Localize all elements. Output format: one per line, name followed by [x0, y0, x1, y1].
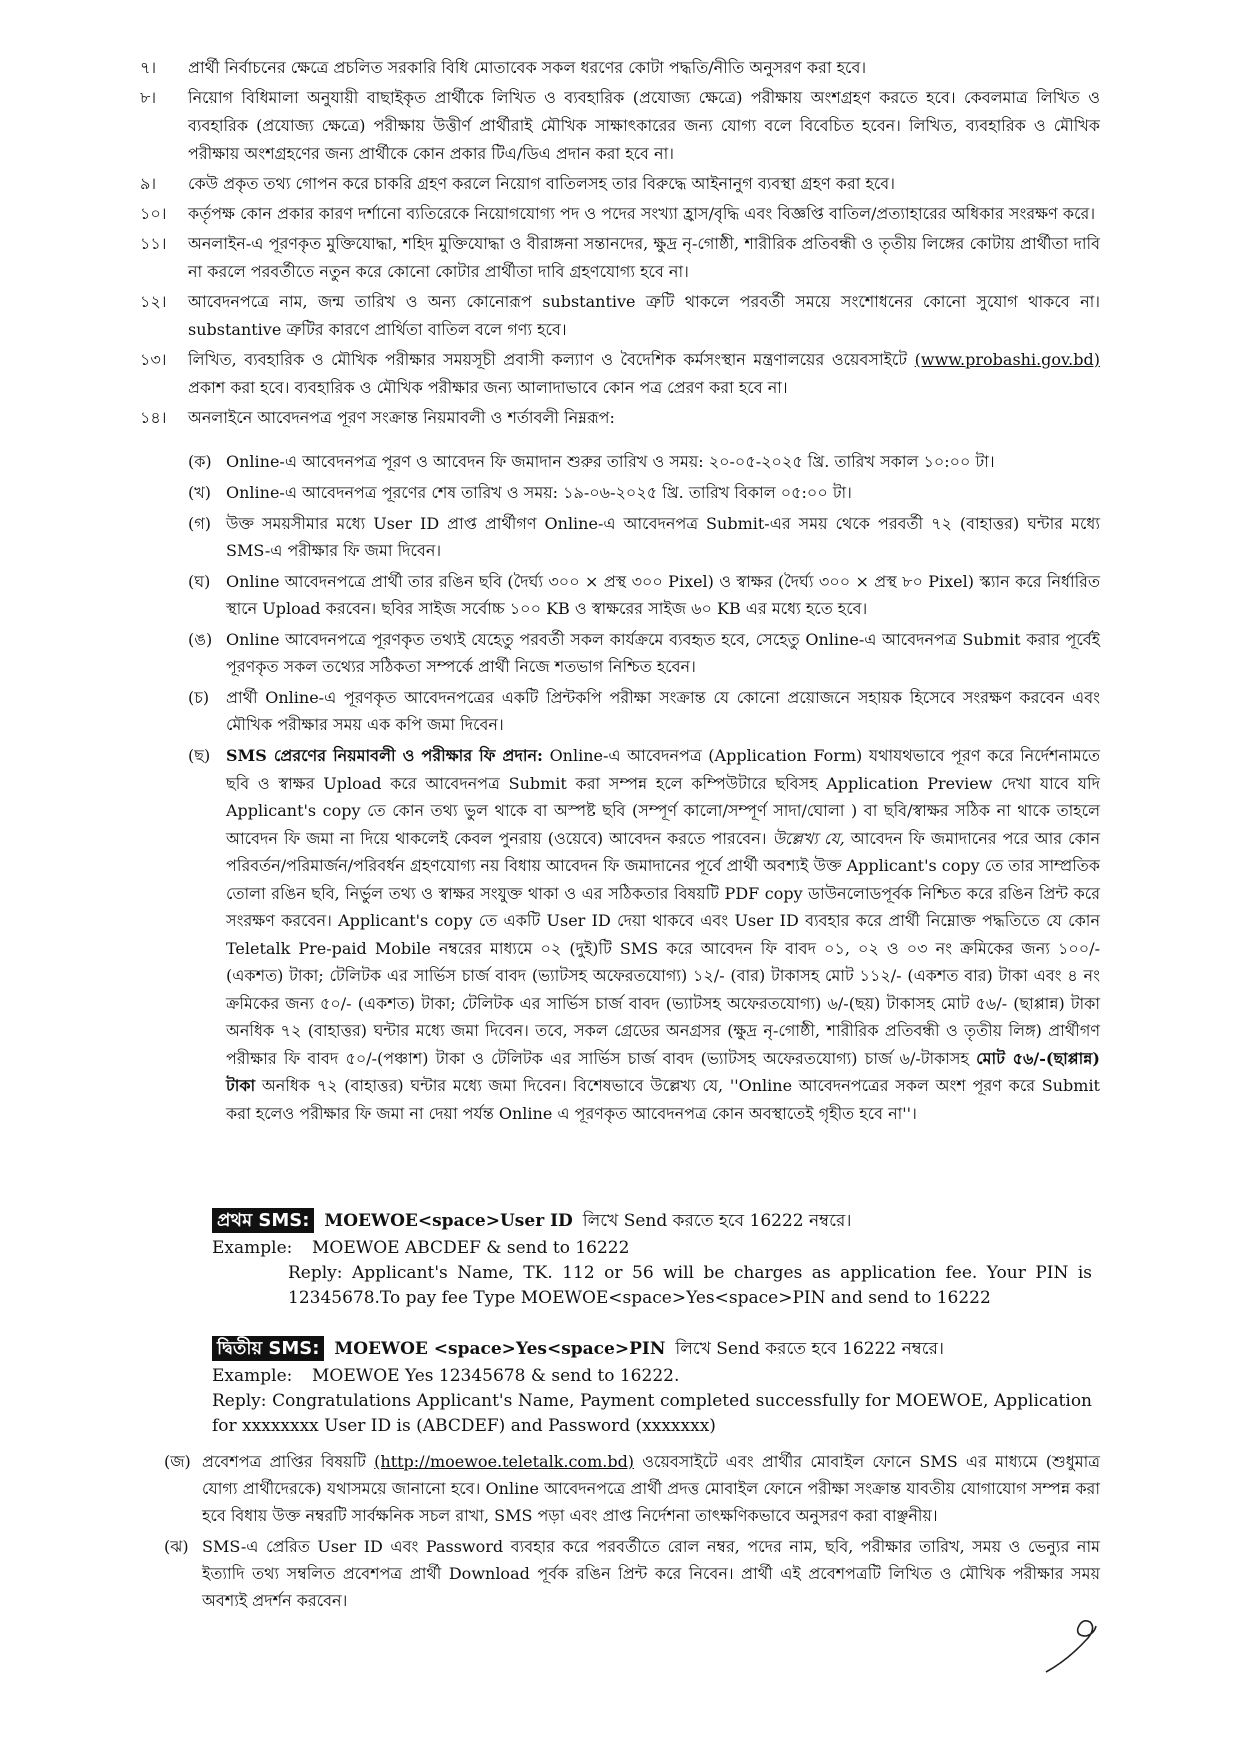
second-sms-header [212, 1336, 1092, 1362]
sub-list-upper [188, 448, 1100, 1131]
first-sms-header [212, 1208, 1092, 1234]
list-item [140, 404, 1100, 432]
list-item [140, 230, 1100, 286]
first-sms-example-row [212, 1236, 1092, 1261]
sub-item-ga [188, 510, 1100, 564]
sub-item-uma [188, 626, 1100, 680]
probashi-link[interactable]: (www.probashi.gov.bd) [914, 350, 1100, 369]
first-sms-block [212, 1208, 1092, 1311]
fee-total-bold: মোট ৫৬/-(ছাপ্পান্ন) টাকা [226, 1048, 1101, 1095]
item-number: ৮। [140, 88, 157, 107]
note-label: উল্লেখ্য যে, [772, 828, 845, 848]
sub-item-text: Online-এ আবেদনপত্র (Application Form) যথাযথভাবে পূরণ করে নির্দেশনামতে ছবি ও স্বাক্ষর Upload করে আবেদনপত্র Submit করা সম্পন্ন হলে কম্পিউটারে ছবিসহ Application Preview দেখা যাবে যদি Applicant's copy তে কোন তথ্য ভুল থাকে বা অস্পষ্ট ছবি (সম্পূর্ণ কালো/সম্পূর্ণ সাদা/ঘোলা ) বা ছবি/স্বাক্ষর সঠিক না থাকে তাহলে আবেদন ফি জমা না দিয়ে থাকলেই কেবল পুনরায় (ওয়েবে) আবেদন করতে পারবেন। [226, 746, 1101, 848]
item-text: লিখিত, ব্যবহারিক ও মৌখিক পরীক্ষার সময়সূচী প্রবাসী কল্যাণ ও বৈদেশিক কর্মসংস্থান মন্ত্রণালয়ের ওয়েবসাইটে [188, 350, 908, 369]
item-text: কর্তৃপক্ষ কোন প্রকার কারণ দর্শানো ব্যতিরেকে নিয়োগযোগ্য পদ ও পদের সংখ্যা হ্রাস/বৃদ্ধি এবং বিজ্ঞপ্তি বাতিল/প্রত্যাহারের অধিকার সংরক্ষণ করে। [188, 204, 1096, 223]
teletalk-link[interactable]: (http://moewoe.teletalk.com.bd) [374, 1452, 635, 1471]
numbered-list [140, 54, 1100, 434]
item-number: ১১। [140, 234, 167, 253]
sub-item-text: ওয়েবসাইটে এবং প্রার্থীর মোবাইল ফোনে SMS এর মাধ্যমে (শুধুমাত্র যোগ্য প্রার্থীদেরকে) যথাসময়ে জানানো হবে। Online আবেদনপত্রে প্রার্থী প্রদত্ত মোবাইল ফোনে পরীক্ষা সংক্রান্ত যাবতীয় যোগাযোগ সম্পন্ন করা হবে বিধায় উক্ত নম্বরটি সার্বক্ষনিক সচল রাখা, SMS পড়া এবং প্রাপ্ত নির্দেশনা তাৎক্ষণিকভাবে অনুসরণ করা বাঞ্ছনীয়। [202, 1452, 1101, 1525]
item-number: ৯। [140, 174, 157, 193]
sub-item-mark: (চ) [188, 688, 210, 707]
second-sms-tag: দ্বিতীয় SMS: [212, 1336, 324, 1361]
sub-item-text: উক্ত সময়সীমার মধ্যে User ID প্রাপ্ত প্রার্থীগণ Online-এ আবেদনপত্র Submit-এর সময় থেকে পরবর্তী ৭২ (বাহাত্তর) ঘন্টার মধ্যে SMS-এ পরীক্ষার ফি জমা দিবেন। [226, 514, 1100, 560]
sub-item-jha2 [164, 1533, 1100, 1614]
sub-item-mark: (ঙ) [188, 630, 213, 649]
item-text: অনলাইন-এ পূরণকৃত মুক্তিযোদ্ধা, শহিদ মুক্তিযোদ্ধা ও বীরাঙ্গনা সন্তানদের, ক্ষুদ্র নৃ-গোষ্ঠী, শারীরিক প্রতিবন্ধী ও তৃতীয় লিঙ্গের কোটায় প্রার্থীতা দাবি না করলে পরবর্তীতে নতুন করে কোনো কোটার প্রার্থীতা দাবি গ্রহণযোগ্য হবে না। [188, 234, 1100, 281]
sub-item-text: Online আবেদনপত্রে পূরণকৃত তথ্যই যেহেতু পরবর্তী সকল কার্যক্রমে ব্যবহৃত হবে, সেহেতু Online-এ আবেদনপত্র Submit করার পূর্বেই পূরণকৃত সকল তথ্যের সঠিকতা সম্পর্কে প্রার্থী নিজে শতভাগ নিশ্চিত হবেন। [226, 630, 1100, 676]
example-label: Example: [212, 1238, 293, 1258]
second-sms-example-row [212, 1364, 1092, 1389]
signature-mark [1038, 1610, 1108, 1680]
sub-item-text: Online আবেদনপত্রে প্রার্থী তার রঙিন ছবি (দৈর্ঘ্য ৩০০ × প্রস্থ ৩০০ Pixel) ও স্বাক্ষর (দৈর্ঘ্য ৩০০ × প্রস্থ ৮০ Pixel) স্ক্যান করে নির্ধারিত স্থানে Upload করবেন। ছবির সাইজ সর্বোচ্চ ১০০ KB ও স্বাক্ষরের সাইজ ৬০ KB এর মধ্যে হতে হবে। [226, 572, 1100, 618]
sub-item-text: অনধিক ৭২ (বাহাত্তর) ঘন্টার মধ্যে জমা দিবেন। বিশেষভাবে উল্লেখ্য যে, ''Online আবেদনপত্রের সকল অংশ পূরণ করে Submit করা হলেও পরীক্ষার ফি জমা না দেয়া পর্যন্ত Online এ পূরণকৃত আবেদনপত্র কোন অবস্থাতেই গৃহীত হবে না''। [226, 1076, 1100, 1123]
sub-item-mark: (ঝ) [164, 1537, 189, 1556]
item-text: প্রকাশ করা হবে। ব্যবহারিক ও মৌখিক পরীক্ষার জন্য আলাদাভাবে কোন পত্র প্রেরণ করা হবে না। [188, 378, 788, 397]
item-text: প্রার্থী নির্বাচনের ক্ষেত্রে প্রচলিত সরকারি বিধি মোতাবেক সকল ধরণের কোটা পদ্ধতি/নীতি অনুসরণ করা হবে। [188, 58, 867, 77]
second-sms-example: MOEWOE Yes 12345678 & send to 16222. [312, 1366, 680, 1386]
list-item [140, 288, 1100, 344]
list-item [140, 54, 1100, 82]
first-sms-reply: Reply: Applicant's Name, TK. 112 or 56 will be charges as application fee. Your PIN is 12345678.To pay fee Type MOEWOE<space>Yes<space>PIN and send to 16222 [288, 1263, 1092, 1308]
item-text: কেউ প্রকৃত তথ্য গোপন করে চাকরি গ্রহণ করলে নিয়োগ বাতিলসহ তার বিরুদ্ধে আইনানুগ ব্যবস্থা গ্রহণ করা হবে। [188, 174, 895, 193]
sub-item-text: SMS-এ প্রেরিত User ID এবং Password ব্যবহার করে পরবর্তীতে রোল নম্বর, পদের নাম, ছবি, পরীক্ষার তারিখ, সময় ও ভেন্যুর নাম ইত্যাদি তথ্য সম্বলিত প্রবেশপত্র প্রার্থী Download পূর্বক রঙিন প্রিন্ট করে নিবেন। প্রার্থী এই প্রবেশপত্রটি লিখিত ও মৌখিক পরীক্ষার সময় অবশ্যই প্রদর্শন করবেন। [202, 1537, 1100, 1610]
sub-item-text: Online-এ আবেদনপত্র পূরণের শেষ তারিখ ও সময়: ১৯-০৬-২০২৫ খ্রি. তারিখ বিকাল ০৫:০০ টা। [226, 483, 852, 502]
first-sms-instruction: লিখে Send করতে হবে 16222 নম্বরে। [582, 1211, 852, 1231]
item-text: নিয়োগ বিধিমালা অনুযায়ী বাছাইকৃত প্রার্থীকে লিখিত ও ব্যবহারিক (প্রযোজ্য ক্ষেত্রে) পরীক্ষায় অংশগ্রহণ করতে হবে। কেবলমাত্র লিখিত ও ব্যবহারিক (প্রযোজ্য ক্ষেত্রে) পরীক্ষায় উত্তীর্ণ প্রার্থীরাই মৌখিক সাক্ষাৎকারের জন্য যোগ্য বলে বিবেচিত হবেন। লিখিত, ব্যবহারিক ও মৌখিক পরীক্ষায় অংশগ্রহণের জন্য প্রার্থীকে কোন প্রকার টিএ/ডিএ প্রদান করা হবে না। [188, 88, 1100, 163]
sub-list-lower [164, 1448, 1100, 1618]
list-item [140, 200, 1100, 228]
sub-item-jha [164, 1448, 1100, 1529]
item-text: অনলাইনে আবেদনপত্র পূরণ সংক্রান্ত নিয়মাবলী ও শর্তাবলী নিম্নরূপ: [188, 408, 615, 427]
sub-item-mark: (জ) [164, 1452, 191, 1471]
sub-item-text: প্রবেশপত্র প্রাপ্তির বিষয়টি [202, 1452, 366, 1471]
second-sms-instruction: লিখে Send করতে হবে 16222 নম্বরে। [675, 1339, 944, 1359]
sub-item-mark: (গ) [188, 514, 211, 533]
sub-item-ka [188, 448, 1100, 475]
sub-item-gha [188, 568, 1100, 622]
first-sms-example: MOEWOE ABCDEF & send to 16222 [312, 1238, 630, 1258]
sub-item-mark: (ঘ) [188, 572, 211, 591]
item-number: ১৪। [140, 408, 167, 427]
sub-item-text: আবেদন ফি জমাদানের পরে আর কোন পরিবর্তন/পরিমার্জন/পরিবর্ধন গ্রহণযোগ্য নয় বিধায় আবেদন ফি জমাদানের পূর্বে প্রার্থী অবশ্যই উক্ত Applicant's copy তে তার সাম্প্রতিক তোলা রঙিন ছবি, নির্ভুল তথ্য ও স্বাক্ষর সংযুক্ত থাকা ও এর সঠিকতার বিষয়টি PDF copy ডাউনলোডপূর্বক নিশ্চিত করে রঙিন প্রিন্ট করে সংরক্ষণ করবেন। Applicant's copy তে একটি User ID দেয়া থাকবে এবং User ID ব্যবহার করে প্রার্থী নিম্নোক্ত পদ্ধতিতে যে কোন Teletalk Pre-paid Mobile নম্বরের মাধ্যমে ০২ (দুই)টি SMS করে আবেদন ফি বাবদ ০১, ০২ ও ০৩ নং ক্রমিকের জন্য ১০০/- (একশত) টাকা; টেলিটক এর সার্ভিস চার্জ বাবদ (ভ্যাটসহ অফেরতযোগ্য) ১২/- (বার) টাকাসহ মোট ১১২/- (একশত বার) টাকা এবং ৪ নং ক্রমিকের জন্য ৫০/- (একশত) টাকা; টেলিটক এর সার্ভিস চার্জ বাবদ (ভ্যাটসহ অফেরতযোগ্য) ৬/-(ছয়) টাকাসহ মোট ৫৬/- (ছাপ্পান্ন) টাকা অনধিক ৭২ (বাহাত্তর) ঘন্টার মধ্যে জমা দিবেন। তবে, সকল গ্রেডের অনগ্রসর (ক্ষুদ্র নৃ-গোষ্ঠী, শারীরিক প্রতিবন্ধী ও তৃতীয় লিঙ্গ) প্রার্থীগণ পরীক্ষার ফি বাবদ ৫০/-(পঞ্চাশ) টাকা ও টেলিটক এর সার্ভিস চার্জ বাবদ (ভ্যাটসহ অফেরতযোগ্য) চার্জ ৬/-টাকাসহ [226, 828, 1100, 1068]
item-number: ৭। [140, 58, 157, 77]
example-label: Example: [212, 1366, 293, 1386]
sub-item-text: প্রার্থী Online-এ পূরণকৃত আবেদনপত্রের একটি প্রিন্টকপি পরীক্ষা সংক্রান্ত যে কোনো প্রয়োজনে সহায়ক হিসেবে সংরক্ষণ করবেন এবং মৌখিক পরীক্ষার সময় এক কপি জমা দিবেন। [226, 688, 1100, 734]
first-sms-command: MOEWOE<space>User ID [324, 1211, 573, 1231]
list-item [140, 346, 1100, 402]
item-number: ১৩। [140, 350, 167, 369]
item-number: ১২। [140, 292, 167, 311]
second-sms-block [212, 1336, 1092, 1439]
sub-item-cha [188, 684, 1100, 738]
list-item [140, 170, 1100, 198]
list-item [140, 84, 1100, 168]
second-sms-reply: Reply: Congratulations Applicant's Name, Payment completed successfully for MOEWOE, Application for xxxxxxxx User ID is (ABCDEF) and Password (xxxxxxx) [212, 1391, 1092, 1436]
sub-item-mark: (ক) [188, 452, 212, 471]
item-text: আবেদনপত্রে নাম, জন্ম তারিখ ও অন্য কোনোরূপ substantive ত্রুটি থাকলে পরবর্তী সময়ে সংশোধনের কোনো সুযোগ থাকবে না। substantive ত্রুটির কারণে প্রার্থিতা বাতিল বলে গণ্য হবে। [188, 292, 1100, 339]
sms-rules-heading: SMS প্রেরণের নিয়মাবলী ও পরীক্ষার ফি প্রদান: [226, 746, 543, 765]
sub-item-mark: (ছ) [188, 746, 211, 765]
sub-item-mark: (খ) [188, 483, 211, 502]
second-sms-command: MOEWOE <space>Yes<space>PIN [334, 1339, 666, 1359]
first-sms-tag: প্রথম SMS: [212, 1208, 314, 1233]
item-number: ১০। [140, 204, 167, 223]
sub-item-chha [188, 742, 1100, 1127]
sub-item-kha [188, 479, 1100, 506]
sub-item-text: Online-এ আবেদনপত্র পূরণ ও আবেদন ফি জমাদান শুরুর তারিখ ও সময়: ২০-০৫-২০২৫ খ্রি. তারিখ সকাল ১০:০০ টা। [226, 452, 995, 471]
